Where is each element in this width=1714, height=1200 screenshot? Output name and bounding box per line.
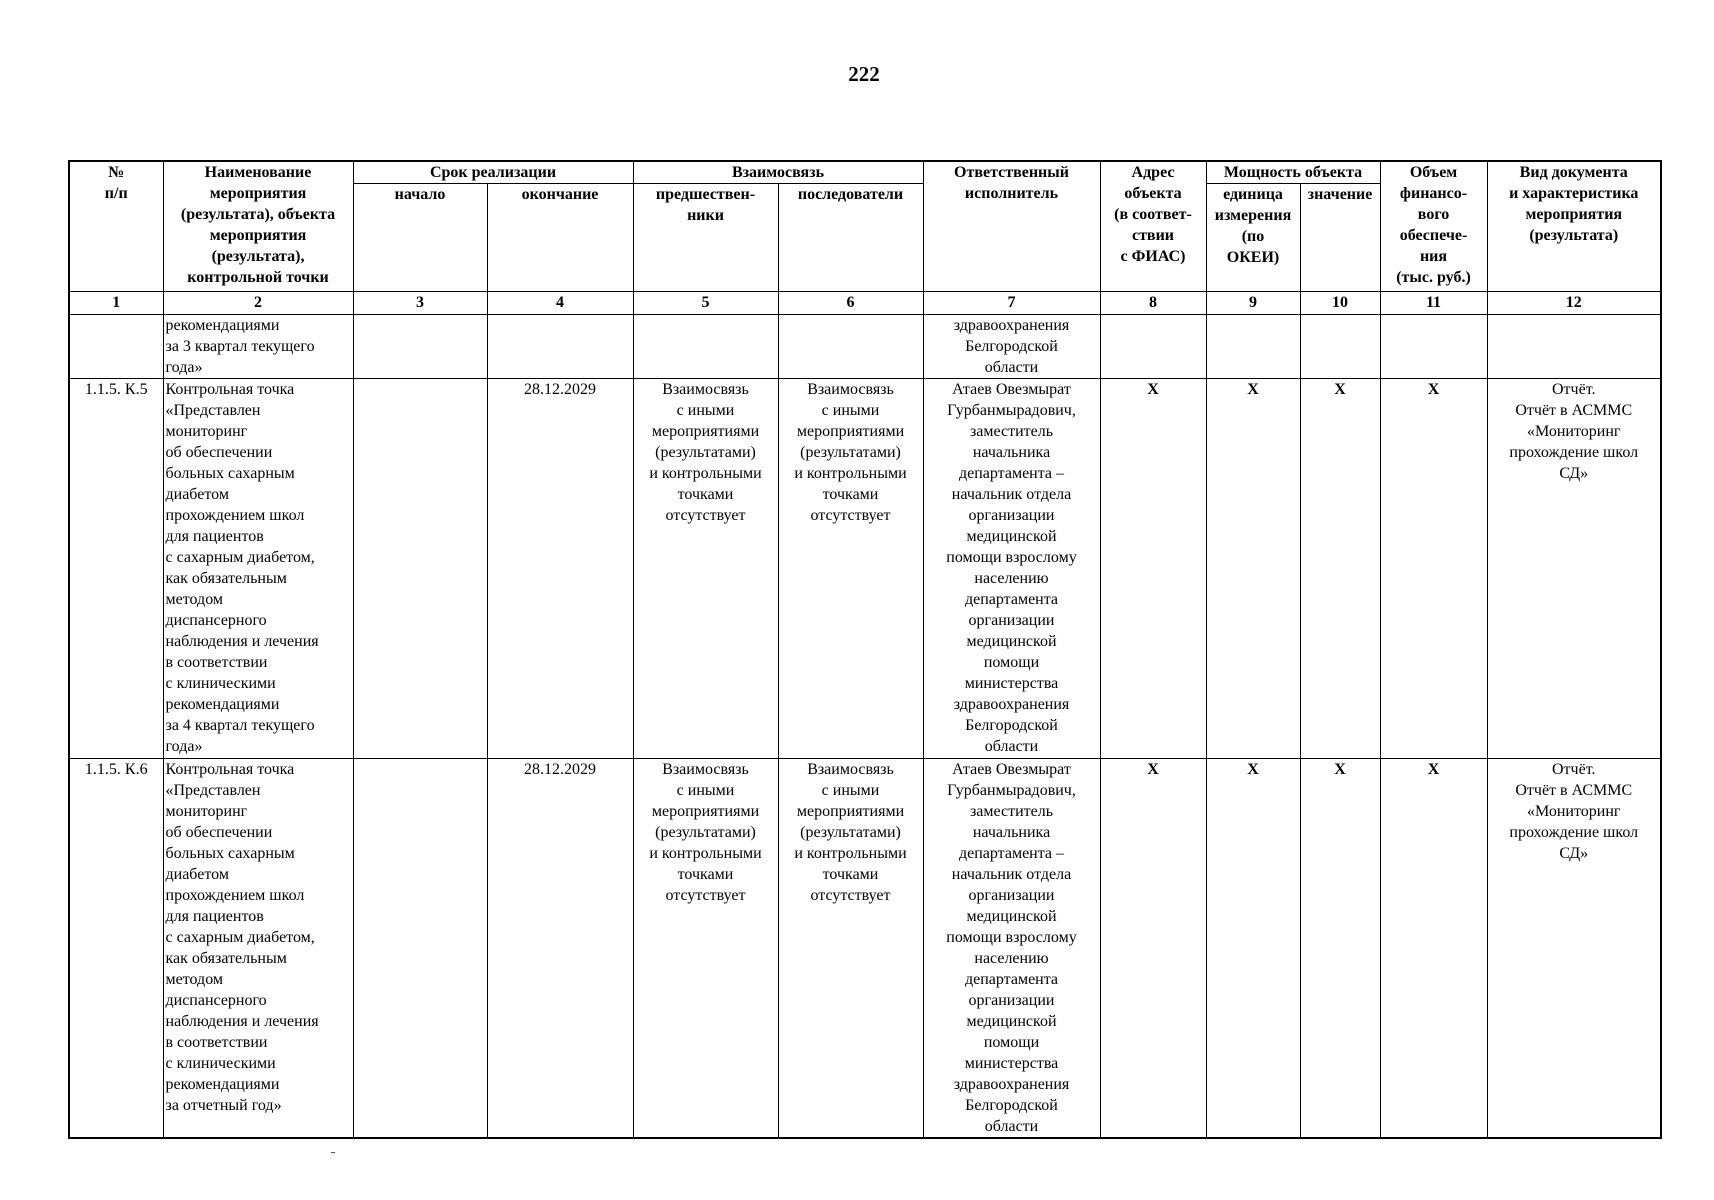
header-volume: Объем финансо- вого обеспече- ния (тыс. руб.) bbox=[1380, 161, 1487, 292]
header-name: Наименование мероприятия (результата), объекта мероприятия (результата), контрольной точки bbox=[163, 161, 353, 292]
table-row bbox=[69, 759, 1661, 1139]
cell-start bbox=[353, 759, 487, 1139]
header-capacity: Мощность объекта bbox=[1206, 161, 1380, 184]
cell-value: X bbox=[1300, 759, 1380, 1139]
cell-end: 28.12.2029 bbox=[487, 379, 633, 759]
cell-name: рекомендациями за 3 квартал текущего года» bbox=[163, 315, 353, 379]
column-number: 4 bbox=[487, 292, 633, 315]
column-number: 11 bbox=[1380, 292, 1487, 315]
cell-volume: X bbox=[1380, 759, 1487, 1139]
cell-unit: X bbox=[1206, 379, 1300, 759]
cell-responsible: здравоохранения Белгородской области bbox=[923, 315, 1100, 379]
column-number: 3 bbox=[353, 292, 487, 315]
cell-unit: X bbox=[1206, 759, 1300, 1139]
cell-name: Контрольная точка «Представлен мониторинг об обеспечении больных сахарным диабетом прохождением школ для пациентов с сахарным диабетом, как обязательным методом диспансерного наблюдения и лечения в соответствии с клиническими рекомендациями за отчетный год» bbox=[163, 759, 353, 1139]
column-number: 1 bbox=[69, 292, 163, 315]
column-number: 6 bbox=[778, 292, 923, 315]
column-number: 7 bbox=[923, 292, 1100, 315]
cell-num: 1.1.5. К.6 bbox=[69, 759, 163, 1139]
cell-successors: Взаимосвязь с иными мероприятиями (результатами) и контрольными точками отсутствует bbox=[778, 759, 923, 1139]
table-row bbox=[69, 379, 1661, 759]
header-start: начало bbox=[353, 184, 487, 292]
cell-end: 28.12.2029 bbox=[487, 759, 633, 1139]
header-relation: Взаимосвязь bbox=[633, 161, 923, 184]
column-number: 5 bbox=[633, 292, 778, 315]
column-number: 2 bbox=[163, 292, 353, 315]
cell-successors: Взаимосвязь с иными мероприятиями (результатами) и контрольными точками отсутствует bbox=[778, 379, 923, 759]
cell-name: Контрольная точка «Представлен мониторинг об обеспечении больных сахарным диабетом прохождением школ для пациентов с сахарным диабетом, как обязательным методом диспансерного наблюдения и лечения в соответствии с клиническими рекомендациями за 4 квартал текущего года» bbox=[163, 379, 353, 759]
column-number: 10 bbox=[1300, 292, 1380, 315]
header-num: № п/п bbox=[69, 161, 163, 292]
page-number: 222 bbox=[848, 62, 880, 86]
scan-speck bbox=[331, 1152, 335, 1153]
cell-doc-type: Отчёт. Отчёт в АСММС «Мониторинг прохождение школ СД» bbox=[1487, 379, 1661, 759]
cell-address: X bbox=[1100, 379, 1206, 759]
header-responsible: Ответственный исполнитель bbox=[923, 161, 1100, 292]
events-table bbox=[68, 160, 1662, 1139]
cell-start bbox=[353, 379, 487, 759]
cell-predecessors: Взаимосвязь с иными мероприятиями (результатами) и контрольными точками отсутствует bbox=[633, 759, 778, 1139]
header-successors: последователи bbox=[778, 184, 923, 292]
column-number: 8 bbox=[1100, 292, 1206, 315]
cell-doc-type: Отчёт. Отчёт в АСММС «Мониторинг прохождение школ СД» bbox=[1487, 759, 1661, 1139]
header-value: значение bbox=[1300, 184, 1380, 292]
cell-num: 1.1.5. К.5 bbox=[69, 379, 163, 759]
header-period: Срок реализации bbox=[353, 161, 633, 184]
table-row-continuation bbox=[69, 315, 1661, 379]
cell-predecessors: Взаимосвязь с иными мероприятиями (результатами) и контрольными точками отсутствует bbox=[633, 379, 778, 759]
column-number: 12 bbox=[1487, 292, 1661, 315]
cell-responsible: Атаев Овезмырат Гурбанмырадович, заместитель начальника департамента – начальник отдела организации медицинской помощи взрослому населению департамента организации медицинской помощи министерства здравоохранения Белгородской области bbox=[923, 759, 1100, 1139]
cell-value: X bbox=[1300, 379, 1380, 759]
header-end: окончание bbox=[487, 184, 633, 292]
column-number: 9 bbox=[1206, 292, 1300, 315]
header-unit: единица измерения (по ОКЕИ) bbox=[1206, 184, 1300, 292]
cell-responsible: Атаев Овезмырат Гурбанмырадович, заместитель начальника департамента – начальник отдела организации медицинской помощи взрослому населению департамента организации медицинской помощи министерства здравоохранения Белгородской области bbox=[923, 379, 1100, 759]
header-doc-type: Вид документа и характеристика мероприятия (результата) bbox=[1487, 161, 1661, 292]
cell-address: X bbox=[1100, 759, 1206, 1139]
cell-volume: X bbox=[1380, 379, 1487, 759]
header-address: Адрес объекта (в соответ- ствии с ФИАС) bbox=[1100, 161, 1206, 292]
header-predecessors: предшествен- ники bbox=[633, 184, 778, 292]
